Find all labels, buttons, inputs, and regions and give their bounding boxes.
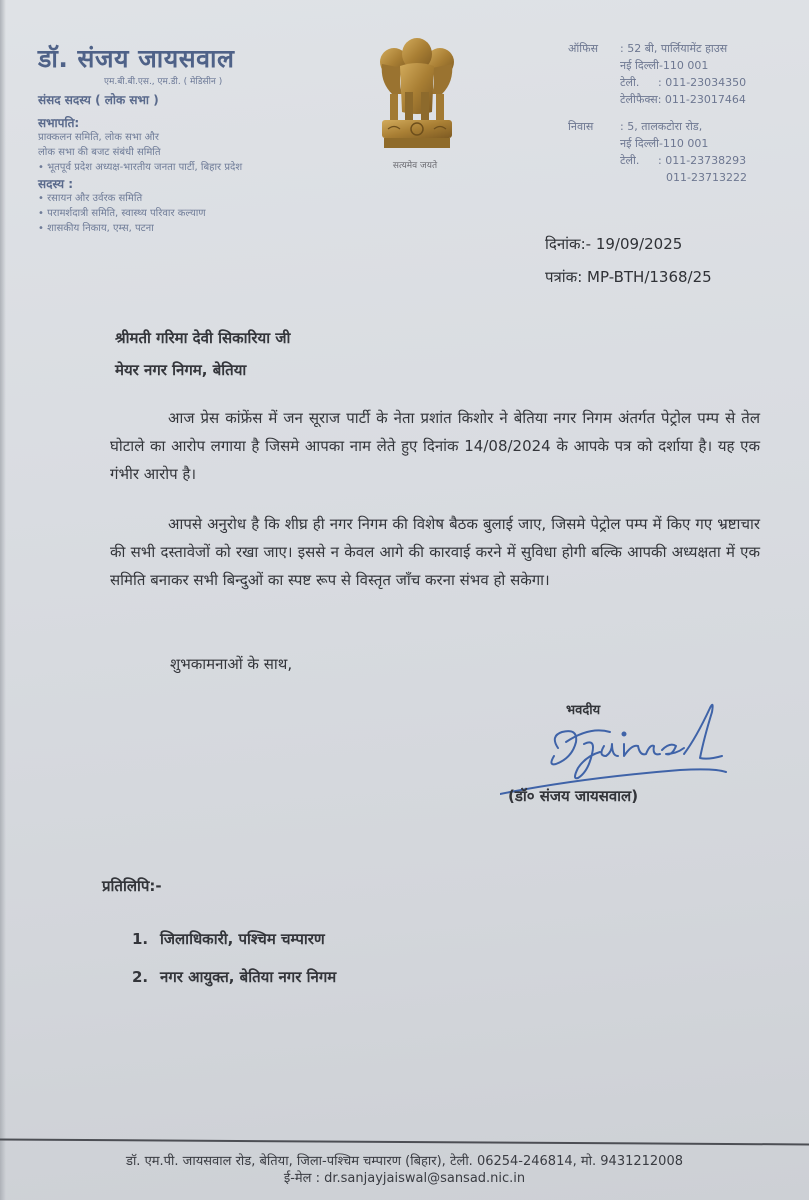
copy-to-list <box>132 920 336 996</box>
office-telefax-row <box>568 91 808 108</box>
date-label: दिनांक:- <box>545 235 592 253</box>
letterhead-right <box>568 40 808 186</box>
footer-email: ई-मेल : dr.sanjayjaiswal@sansad.nic.in <box>283 1171 526 1186</box>
member-heading: सदस्य : <box>38 177 74 191</box>
office-tel-label: टेली. <box>620 76 640 89</box>
office-label: ऑफिस <box>568 42 599 55</box>
office-address-line1: : 52 बी, पार्लियामेंट हाउस <box>620 42 728 55</box>
residence-address <box>568 118 808 135</box>
residence-label: निवास <box>568 120 594 133</box>
residence-address-line1: : 5, तालकटोरा रोड, <box>620 120 703 133</box>
office-tel-row <box>568 74 808 91</box>
signatory-name: (डॉ० संजय जायसवाल) <box>508 787 639 805</box>
letter-no-label: पत्रांक: <box>545 268 583 286</box>
copy-to-number: 1. <box>132 930 149 948</box>
letter-date: 19/09/2025 <box>595 235 683 253</box>
office-tel: : 011-23034350 <box>658 76 747 89</box>
residence-address-line2: नई दिल्ली-110 001 <box>620 137 709 150</box>
ashoka-emblem-icon <box>372 32 462 162</box>
sender-name: डॉ. संजय जायसवाल <box>38 44 235 73</box>
letterhead-footer <box>0 1153 809 1187</box>
chairman-heading: सभापति: <box>38 116 80 130</box>
letter-number: MP-BTH/1368/25 <box>587 268 712 286</box>
addressee-designation: मेयर नगर निगम, बेतिया <box>115 361 247 379</box>
paper-edge-shadow <box>0 0 6 1200</box>
letter-reference <box>545 228 712 294</box>
sender-degree: एम.बी.बी.एस., एम.डी. ( मेडिसीन ) <box>104 77 223 87</box>
spacer <box>568 135 620 152</box>
copy-to-recipient: जिलाधिकारी, पश्चिम चम्पारण <box>160 930 325 948</box>
office-telefax: : 011-23017464 <box>657 93 746 106</box>
residence-address-row2 <box>568 135 808 152</box>
addressee-block <box>115 322 290 386</box>
copy-to-title: प्रतिलिपि:- <box>102 877 162 895</box>
emblem-motto: सत्यमेव जयते <box>392 161 438 171</box>
letterhead-left <box>38 44 368 236</box>
copy-to-recipient: नगर आयुक्त, बेतिया नगर निगम <box>160 968 337 986</box>
footer-address: डॉ. एम.पी. जायसवाल रोड, बेतिया, जिला-पश्चिम चम्पारण (बिहार), टेली. 06254-246814, मो. 9431212008 <box>125 1154 683 1169</box>
residence-tel2-row <box>568 169 808 186</box>
date-row <box>545 228 712 261</box>
residence-tel-row <box>568 152 808 169</box>
member-item: • परामर्शदात्री समिति, स्वास्थ्य परिवार कल्याण <box>38 206 368 221</box>
body-paragraph-2: आपसे अनुरोध है कि शीघ्र ही नगर निगम की विशेष बैठक बुलाई जाए, जिसमे पेट्रोल पम्प में किए गए भ्रष्टाचार की सभी दस्तावेजों को रखा जाए। इससे न केवल आगे की कारवाई करने में सुविधा होगी बल्कि आपकी अध्यक्षता में एक समिति बनाकर सभी बिन्दुओं का स्पष्ट रूप से विस्तृत जाँच करना संभव हो सकेगा। <box>110 515 760 589</box>
member-item: • शासकीय निकाय, एम्स, पटना <box>38 221 368 236</box>
office-address-line2: नई दिल्ली-110 001 <box>620 59 709 72</box>
footer-divider <box>0 1139 809 1146</box>
residence-tel1: : 011-23738293 <box>658 154 747 167</box>
former-role: • भूतपूर्व प्रदेश अध्यक्ष-भारतीय जनता पार्टी, बिहार प्रदेश <box>38 160 368 175</box>
office-address-row2 <box>568 57 808 74</box>
copy-to-item <box>132 920 336 958</box>
spacer <box>568 57 620 74</box>
greeting: शुभकामनाओं के साथ, <box>170 655 293 673</box>
copy-to-number: 2. <box>132 968 149 986</box>
residence-tel-label: टेली. <box>620 154 640 167</box>
sender-position: संसद सदस्य ( लोक सभा ) <box>38 93 159 107</box>
chairman-line: प्राक्कलन समिति, लोक सभा और <box>38 132 160 143</box>
body-paragraph-1: आज प्रेस कांफ्रेंस में जन सूराज पार्टी के नेता प्रशांत किशोर ने बेतिया नगर निगम अंतर्गत पेट्रोल पम्प से तेल घोटाले का आरोप लगाया है जिसमे आपका नाम लेते हुए दिनांक 14/08/2024 के आपके पत्र को दर्शाया है। यह एक गंभीर आरोप है। <box>110 409 760 483</box>
residence-tel2: 011-23713222 <box>666 171 747 184</box>
spacer <box>620 169 666 186</box>
letter-no-row <box>545 261 712 294</box>
office-address <box>568 40 808 57</box>
addressee-name: श्रीमती गरिमा देवी सिकारिया जी <box>115 329 291 347</box>
closing-salutation: भवदीय <box>566 703 601 718</box>
copy-to-item <box>132 958 336 996</box>
office-telefax-label: टेलीफैक्स <box>620 93 658 106</box>
member-item: • रसायन और उर्वरक समिति <box>38 191 368 206</box>
signature-icon <box>500 698 740 798</box>
chairman-line: लोक सभा की बजट संबंधी समिति <box>38 147 161 158</box>
